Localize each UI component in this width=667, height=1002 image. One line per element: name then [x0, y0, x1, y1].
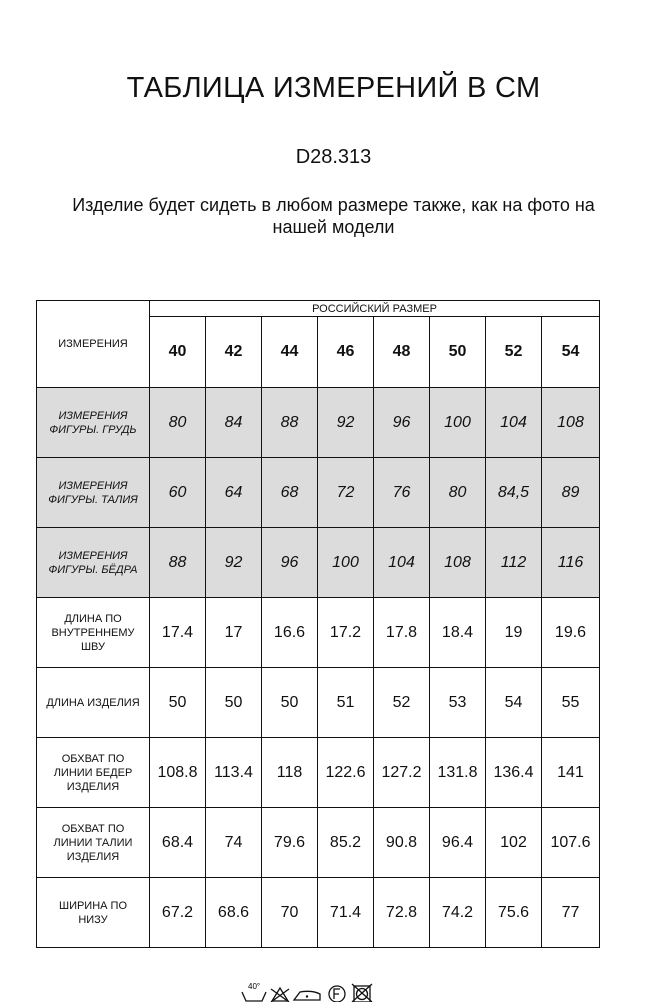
row-label — [37, 668, 150, 738]
table-cell: 64 — [206, 458, 262, 528]
table-cell: 79.6 — [262, 808, 318, 878]
table-cell: 68.4 — [150, 808, 206, 878]
table-cell: 104 — [374, 528, 430, 598]
table-cell: 108.8 — [150, 738, 206, 808]
table-cell: 55 — [542, 668, 600, 738]
table-cell: 89 — [542, 458, 600, 528]
table-cell: 60 — [150, 458, 206, 528]
row-label-line: ШВУ — [80, 640, 106, 653]
row-label-line: ФИГУРЫ. ГРУДЬ — [49, 423, 137, 436]
fit-note — [30, 194, 637, 238]
size-header-54: 54 — [542, 317, 600, 388]
table-cell: 67.2 — [150, 878, 206, 948]
table-cell: 136.4 — [486, 738, 542, 808]
table-cell: 74.2 — [430, 878, 486, 948]
table-cell: 118 — [262, 738, 318, 808]
table-row — [37, 598, 600, 668]
row-label-line: ШИРИНА ПО — [58, 899, 128, 912]
table-cell: 19 — [486, 598, 542, 668]
table-cell: 84,5 — [486, 458, 542, 528]
table-cell: 19.6 — [542, 598, 600, 668]
table-cell: 104 — [486, 388, 542, 458]
row-label — [37, 598, 150, 668]
row-label-line: ДЛИНА ПО — [64, 612, 122, 625]
row-label-line: ЛИНИИ ТАЛИИ — [53, 836, 133, 849]
row-label-line: ИЗДЕЛИЯ — [66, 850, 120, 863]
row-label-line: ИЗДЕЛИЯ — [66, 780, 120, 793]
table-cell: 108 — [430, 528, 486, 598]
row-label-line: ОБХВАТ ПО — [61, 822, 125, 835]
no-tumble-dry-icon — [352, 984, 372, 1002]
russian-size-header: РОССИЙСКИЙ РАЗМЕР — [150, 301, 600, 317]
table-cell: 96 — [374, 388, 430, 458]
care-symbols — [240, 980, 390, 1002]
table-row — [37, 808, 600, 878]
table-cell: 74 — [206, 808, 262, 878]
page-title: ТАБЛИЦА ИЗМЕРЕНИЙ В СМ — [126, 72, 541, 104]
table-cell: 96 — [262, 528, 318, 598]
table-cell: 17.8 — [374, 598, 430, 668]
table-cell: 113.4 — [206, 738, 262, 808]
row-label-line: ДЛИНА ИЗДЕЛИЯ — [46, 696, 140, 709]
table-cell: 50 — [262, 668, 318, 738]
row-label-line: ФИГУРЫ. ТАЛИЯ — [48, 493, 138, 506]
table-cell: 54 — [486, 668, 542, 738]
table-cell: 108 — [542, 388, 600, 458]
row-label-line: НИЗУ — [78, 913, 108, 926]
table-cell: 102 — [486, 808, 542, 878]
table-cell: 72.8 — [374, 878, 430, 948]
table-cell: 77 — [542, 878, 600, 948]
iron-low-icon — [294, 991, 320, 1000]
table-cell: 112 — [486, 528, 542, 598]
row-label-line: ВНУТРЕННЕМУ — [51, 626, 135, 639]
table-cell: 70 — [262, 878, 318, 948]
table-cell: 84 — [206, 388, 262, 458]
table-cell: 17.4 — [150, 598, 206, 668]
table-cell: 17.2 — [318, 598, 374, 668]
table-cell: 52 — [374, 668, 430, 738]
table-cell: 85.2 — [318, 808, 374, 878]
table-row — [37, 528, 600, 598]
table-cell: 92 — [206, 528, 262, 598]
table-cell: 18.4 — [430, 598, 486, 668]
size-header-40: 40 — [150, 317, 206, 388]
row-label-line: ЛИНИИ БЕДЕР — [53, 766, 133, 779]
row-label-line: ИЗМЕРЕНИЯ — [58, 479, 128, 492]
row-label — [37, 388, 150, 458]
table-cell: 17 — [206, 598, 262, 668]
table-cell: 50 — [150, 668, 206, 738]
row-label — [37, 878, 150, 948]
table-cell: 127.2 — [374, 738, 430, 808]
size-header-44: 44 — [262, 317, 318, 388]
table-cell: 72 — [318, 458, 374, 528]
table-row — [37, 878, 600, 948]
fit-note-line-1: Изделие будет сидеть в любом размере также, как на фото на — [72, 195, 595, 215]
size-header-48: 48 — [374, 317, 430, 388]
article-number: D28.313 — [295, 146, 372, 168]
wash-temp-label: 40° — [248, 982, 261, 991]
table-cell: 50 — [206, 668, 262, 738]
size-table — [36, 300, 600, 948]
table-cell: 96.4 — [430, 808, 486, 878]
table-cell: 53 — [430, 668, 486, 738]
table-cell: 71.4 — [318, 878, 374, 948]
size-header-46: 46 — [318, 317, 374, 388]
table-cell: 88 — [150, 528, 206, 598]
table-cell: 80 — [150, 388, 206, 458]
table-cell: 92 — [318, 388, 374, 458]
table-cell: 76 — [374, 458, 430, 528]
row-label-line: ФИГУРЫ. БЁДРА — [48, 563, 138, 576]
table-cell: 80 — [430, 458, 486, 528]
table-cell: 107.6 — [542, 808, 600, 878]
row-label-line: ИЗМЕРЕНИЯ — [58, 549, 128, 562]
table-row — [37, 388, 600, 458]
size-header-52: 52 — [486, 317, 542, 388]
table-cell: 141 — [542, 738, 600, 808]
fit-note-line-2: нашей модели — [272, 217, 395, 237]
size-header-42: 42 — [206, 317, 262, 388]
table-cell: 75.6 — [486, 878, 542, 948]
table-cell: 68 — [262, 458, 318, 528]
row-label — [37, 808, 150, 878]
table-row — [37, 458, 600, 528]
table-cell: 131.8 — [430, 738, 486, 808]
table-cell: 116 — [542, 528, 600, 598]
table-cell: 90.8 — [374, 808, 430, 878]
table-row — [37, 738, 600, 808]
size-header-50: 50 — [430, 317, 486, 388]
table-cell: 16.6 — [262, 598, 318, 668]
table-cell: 88 — [262, 388, 318, 458]
table-cell: 100 — [318, 528, 374, 598]
measurements-header: ИЗМЕРЕНИЯ — [37, 301, 150, 388]
row-label — [37, 458, 150, 528]
table-cell: 122.6 — [318, 738, 374, 808]
row-label — [37, 738, 150, 808]
wash-40-icon — [242, 982, 266, 1001]
table-cell: 51 — [318, 668, 374, 738]
table-cell: 68.6 — [206, 878, 262, 948]
row-label-line: ОБХВАТ ПО — [61, 752, 125, 765]
table-row — [37, 668, 600, 738]
row-label — [37, 528, 150, 598]
row-label-line: ИЗМЕРЕНИЯ — [58, 409, 128, 422]
table-cell: 100 — [430, 388, 486, 458]
